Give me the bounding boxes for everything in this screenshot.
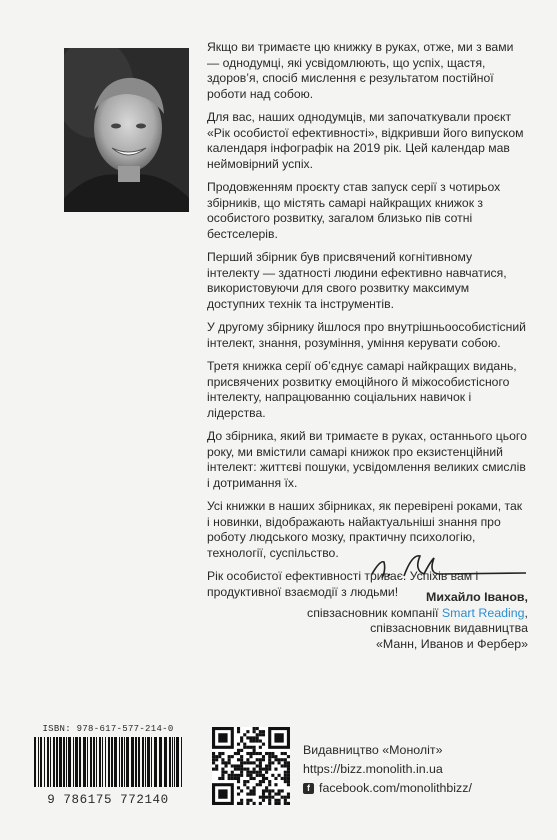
barcode-number: 9 786175 772140	[47, 793, 169, 807]
barcode	[28, 724, 188, 808]
qr-code	[212, 727, 290, 805]
author-role-publisher: співзасновник видавництва	[370, 621, 528, 635]
author-photo	[64, 48, 189, 212]
publisher-name: Видавництво «Моноліт»	[303, 743, 443, 757]
isbn-label: ISBN: 978-617-577-214-0	[42, 724, 174, 734]
author-name: Михайло Іванов,	[426, 590, 528, 604]
paragraph: Продовженням проєкту став запуск серії з чотирьох збірників, що містять самарі найкращих книжок з особистого розвитку, загалом близько пів сотні бестселерів.	[207, 180, 501, 241]
facebook-icon: f	[303, 783, 314, 794]
barcode-bars	[28, 737, 188, 787]
author-role-company: співзасновник компанії Smart Reading,	[307, 605, 528, 620]
paragraph: У другому збірнику йшлося про внутрішньоособистісний інтелект, знання, розуміння, уміння керувати собою.	[207, 320, 526, 350]
author-credit	[168, 590, 528, 652]
paragraph: Усі книжки в наших збірниках, як перевірені роками, так і новинки, відображають найактуальніші знання про роботу людського мозку, практичну психологію, технології, суспільство.	[207, 499, 523, 560]
publisher-facebook[interactable]: facebook.com/monolithbizz/	[319, 781, 472, 795]
paragraph: Для вас, наших однодумців, ми започаткували проєкт «Рік особистої ефективності», відкривши його випуском календаря інфографік на 2019 рік. Цей календар мав неймовірний успіх.	[207, 110, 524, 171]
paragraph: До збірника, який ви тримаєте в руках, останнього цього року, ми вмістили самарі книжок про екзистенційний інтелект: життєві пошуки, усвідомлення великих смислів і дотримання їх.	[207, 429, 527, 490]
author-publisher-name: «Манн, Иванов и Фербер»	[375, 636, 528, 651]
paragraph: Перший збірник був присвячений когнітивному інтелекту — здатності людини ефективно навчатися, використовуючи для свого розвитку максимум доступних технік та інструментів.	[207, 250, 507, 311]
body-text	[207, 40, 527, 608]
paragraph: Третя книжка серії об’єднує самарі найкращих видань, присвячених розвитку емоційного й міжособистісного інтелекту, напрацюванню соціальних навичок і лідерства.	[207, 359, 517, 420]
publisher-info	[303, 741, 472, 798]
publisher-url[interactable]: https://bizz.monolith.in.ua	[303, 762, 443, 776]
paragraph: Якщо ви тримаєте цю книжку в руках, отже, ми з вами — однодумці, які усвідомлюють, що успіх, щастя, здоров’я, спосіб мислення є результатом постійної роботи над собою.	[207, 40, 514, 101]
signature	[368, 540, 528, 590]
paragraph: Рік особистої ефективності триває. Успіхів вам і продуктивної взаємодії з людьми!	[207, 569, 479, 599]
smart-reading-brand: Smart Reading	[441, 605, 525, 620]
